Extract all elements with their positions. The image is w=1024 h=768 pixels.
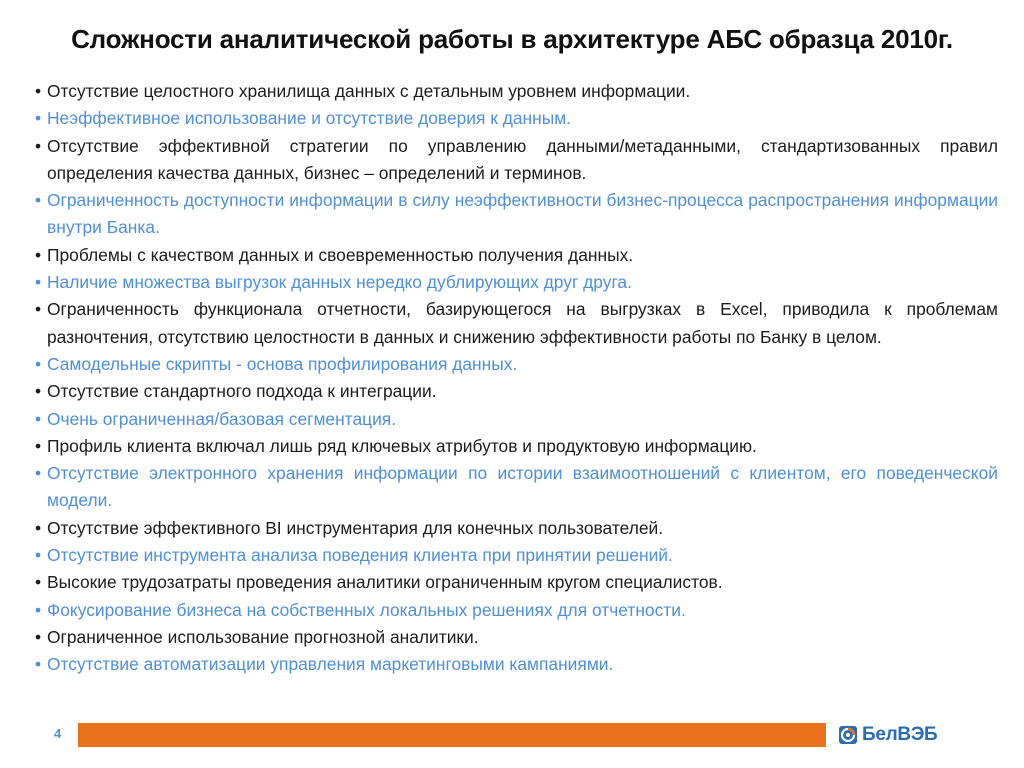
bullet-text: Отсутствие эффективного BI инструментария для конечных пользователей. bbox=[47, 517, 664, 538]
bullet-marker: • bbox=[35, 353, 42, 374]
brand-name-part1: Бел bbox=[862, 724, 898, 745]
page-number: 4 bbox=[54, 726, 62, 741]
bullet-item bbox=[35, 460, 998, 515]
bullet-text: Отсутствие автоматизации управления маркетинговыми кампаниями. bbox=[47, 654, 614, 675]
bullet-text: Отсутствие электронного хранения информации по истории взаимоотношений с клиентом, его поведенческой модели. bbox=[47, 463, 998, 511]
footer-bar bbox=[78, 723, 826, 747]
bullet-marker: • bbox=[35, 654, 42, 675]
bullet-marker: • bbox=[35, 435, 42, 456]
brand-name-part2: ВЭБ bbox=[897, 724, 938, 745]
bullet-text: Фокусирование бизнеса на собственных локальных решениях для отчетности. bbox=[47, 599, 686, 620]
bullet-item bbox=[35, 542, 998, 569]
bullet-item bbox=[35, 651, 998, 678]
bullet-text: Очень ограниченная/базовая сегментация. bbox=[47, 408, 397, 429]
bullet-item bbox=[35, 133, 998, 188]
bullet-marker: • bbox=[35, 272, 42, 293]
bullet-item bbox=[35, 569, 998, 596]
slide-footer bbox=[0, 722, 1024, 750]
bullet-marker: • bbox=[35, 108, 42, 129]
bullet-item bbox=[35, 406, 998, 433]
bullet-item bbox=[35, 433, 998, 460]
bullet-text: Неэффективное использование и отсутствие доверия к данным. bbox=[47, 108, 572, 129]
bullet-item bbox=[35, 105, 998, 132]
bullet-item bbox=[35, 187, 998, 242]
bullet-text: Высокие трудозатраты проведения аналитики ограниченным кругом специалистов. bbox=[47, 572, 723, 593]
bullet-text: Ограниченность доступности информации в силу неэффективности бизнес-процесса распространения информации внутри Банка. bbox=[47, 190, 998, 238]
bullet-text: Отсутствие целостного хранилища данных с детальным уровнем информации. bbox=[47, 81, 691, 101]
bullet-marker: • bbox=[35, 517, 42, 538]
bullet-marker: • bbox=[35, 81, 42, 101]
brand-logo bbox=[838, 722, 937, 748]
bullet-text: Проблемы с качеством данных и своевременностью получения данных. bbox=[47, 244, 634, 265]
bullet-item bbox=[35, 515, 998, 542]
bullet-marker: • bbox=[35, 190, 42, 211]
bullet-text: Отсутствие стандартного подхода к интеграции. bbox=[47, 381, 437, 402]
bullet-item bbox=[35, 624, 998, 651]
bullet-marker: • bbox=[35, 135, 42, 156]
bullet-item bbox=[35, 269, 998, 296]
bullet-marker: • bbox=[35, 545, 42, 566]
bullet-marker: • bbox=[35, 299, 42, 320]
slide-title: Сложности аналитической работы в архитектуре АБС образца 2010г. bbox=[71, 24, 953, 54]
bullet-item bbox=[35, 351, 998, 378]
bullet-item bbox=[35, 296, 998, 351]
bullet-text: Ограниченное использование прогнозной аналитики. bbox=[47, 626, 479, 647]
bullet-marker: • bbox=[35, 408, 42, 429]
bullet-marker: • bbox=[35, 626, 42, 647]
bullet-text: Самодельные скрипты - основа профилирования данных. bbox=[47, 353, 518, 374]
bullet-text: Отсутствие эффективной стратегии по управлению данными/метаданными, стандартизованных правил определения качества данных, бизнес – определений и терминов. bbox=[47, 135, 998, 183]
bullet-marker: • bbox=[35, 572, 42, 593]
bullet-text: Профиль клиента включал лишь ряд ключевых атрибутов и продуктовую информацию. bbox=[47, 435, 757, 456]
bullet-marker: • bbox=[35, 244, 42, 265]
bullet-item bbox=[35, 78, 998, 105]
bullet-marker: • bbox=[35, 381, 42, 402]
bullet-text: Отсутствие инструмента анализа поведения клиента при принятии решений. bbox=[47, 545, 673, 566]
belveb-logo-icon bbox=[838, 725, 858, 745]
bullet-list bbox=[35, 78, 998, 679]
bullet-text: Ограниченность функционала отчетности, базирующегося на выгрузках в Excel, приводила к проблемам разночтения, отсутствию целостности в данных и снижению эффективности работы по Банку в целом. bbox=[47, 299, 998, 347]
bullet-marker: • bbox=[35, 599, 42, 620]
bullet-item bbox=[35, 242, 998, 269]
bullet-item bbox=[35, 597, 998, 624]
bullet-marker: • bbox=[35, 463, 42, 484]
bullet-text: Наличие множества выгрузок данных нередко дублирующих друг друга. bbox=[47, 272, 632, 293]
bullet-item bbox=[35, 378, 998, 405]
